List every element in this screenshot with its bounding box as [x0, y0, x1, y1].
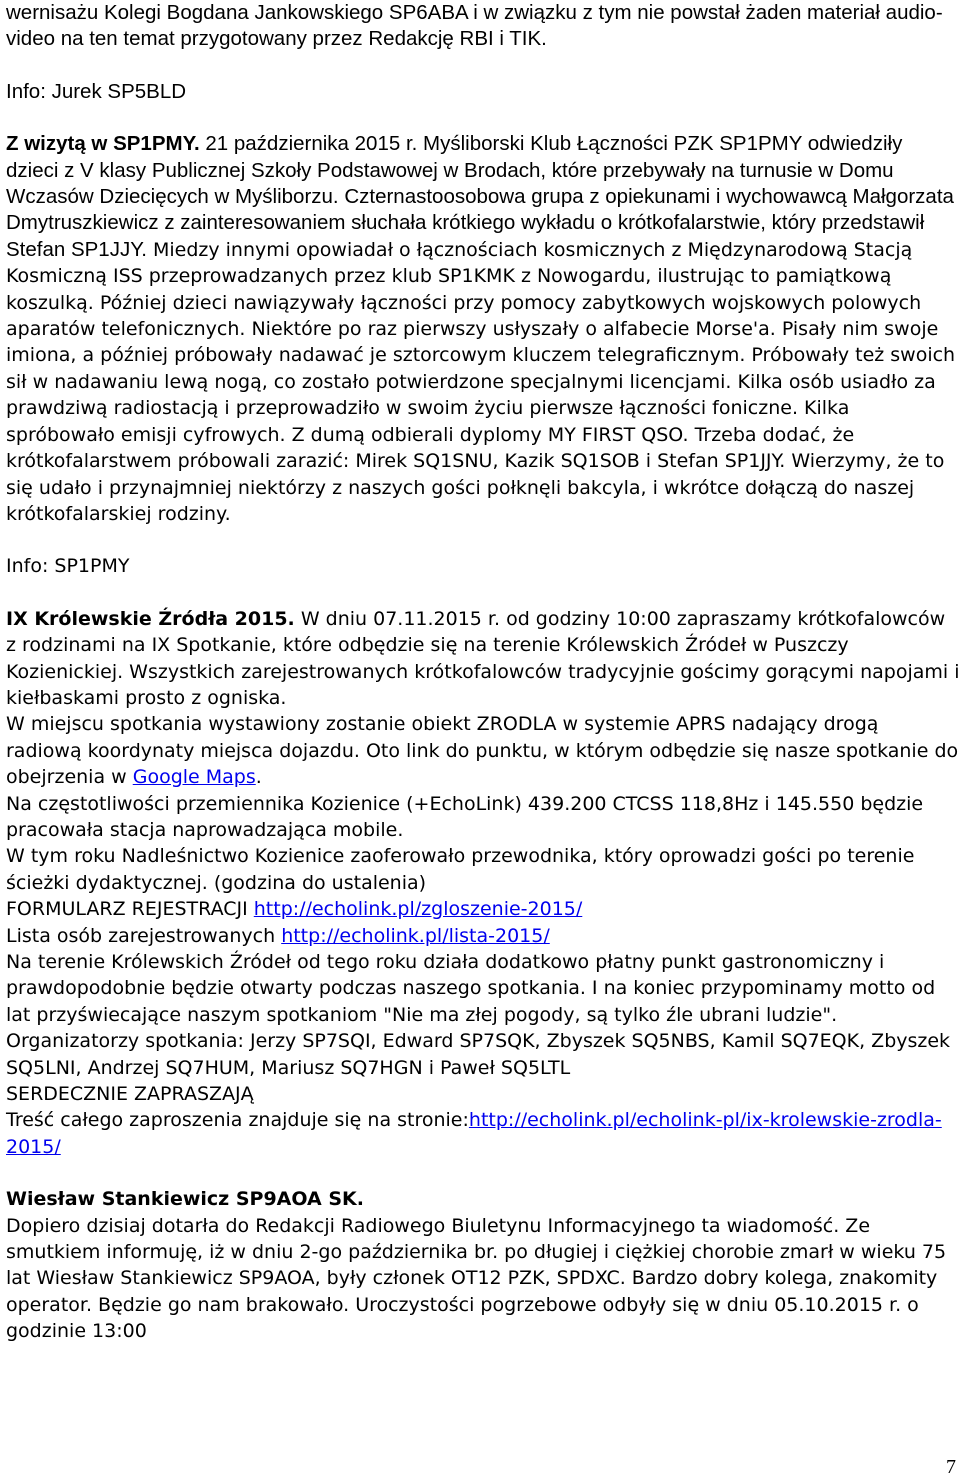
- registered-list-label: Lista osób zarejestrowanych: [6, 924, 282, 947]
- aprs-text-end: .: [255, 766, 262, 789]
- sk-paragraph: Dopiero dzisiaj dotarła do Redakcji Radiowego Biuletynu Informacyjnego ta wiadomość. Ze smutkiem informuję, iż w dniu 2-go października br. po długiej i ciężkiej chorobie zmarł w wieku 75 lat Wiesław Stankiewicz SP9AOA, były członek OT12 PZK, SPDXC. Bardzo dobry kolega, znakomity operator. Będzie go nam brakowało. Uroczystości pogrzebowe odbyły się w dniu 05.10.2015 r. o godzinie 13:00: [6, 1214, 947, 1343]
- spacer: [6, 527, 960, 553]
- registration-form-line: [6, 896, 960, 922]
- aprs-text: W miejscu spotkania wystawiony zostanie obiekt ZRODLA w systemie APRS nadający drogą radiową koordynaty miejsca dojazdu. Oto link do punktu, w którym odbędzie się nasze spotkanie do obejrzenia w: [6, 713, 959, 789]
- full-invitation-label: Treść całego zaproszenia znajduje się na stronie:: [6, 1109, 469, 1132]
- page-number: 7: [946, 1456, 956, 1478]
- spacer: [6, 105, 960, 131]
- spacer: [6, 1160, 960, 1186]
- krolewskie-gastronomy: Na terenie Królewskich Źródeł od tego roku działa dodatkowo płatny punkt gastronomiczny i prawdopodobnie będzie otwarty podczas naszego spotkania. I na koniec przypominamy motto od lat przyświecające naszym spotkaniom "Nie ma złej pogody, są tylko źle ubrani ludzie".: [6, 951, 936, 1026]
- intro-paragraph: wernisażu Kolegi Bogdana Jankowskiego SP6ABA i w związku z tym nie powstał żaden materiał audio-video na ten temat przygotowany przez Redakcję RBI i TIK.: [6, 1, 943, 51]
- full-invitation-link[interactable]: http://echolink.pl/echolink-pl/ix-krolewskie-zrodla-2015/: [6, 1109, 942, 1158]
- krolewskie-aprs: [6, 711, 960, 790]
- visit-lead: 21 października 2015 r. Myśliborski Klub Łączności PZK SP1PMY odwiedziły dzieci z V klasy Publicznej Szkoły Podstawowej w Brodach, które przebywały na turnusie w Domu Wczasów Dziecięcych w Myśliborzu. Czternastoosobowa grupa z opiekunami i wychowawcą Małgorzata Dmytruszkiewicz z zainteresowaniem słuchała krótkiego wykładu o krótkofalarstwie, który przedstawił Stefan SP1JJY.: [6, 132, 954, 261]
- visit-article: [6, 131, 960, 527]
- registered-list-line: [6, 923, 960, 949]
- registered-list-link[interactable]: http://echolink.pl/lista-2015/: [281, 924, 550, 947]
- krolewskie-frequency: Na częstotliwości przemiennika Kozienice (+EchoLink) 439.200 CTCSS 118,8Hz i 145.550 będzie pracowała stacja naprowadzająca mobile.: [6, 792, 924, 841]
- visit-body: Miedzy innymi opowiadał o łącznościach kosmicznych z Międzynarodową Stacją Kosmiczną ISS przeprowadzanych przez klub SP1KMK z Nowogardu, ilustrując to pamiątkową koszulką. Później dzieci nawiązywały łączności przy pomocy zabytkowych wojskowych polowych aparatów telefonicznych. Niektóre po raz pierwszy usłyszały o alfabecie Morse'a. Pisały nim swoje imiona, a później próbowały nadawać je sztorcowym kluczem telegraficznym. Próbowały też swoich sił w nadawaniu lewą nogą, co zostało potwierdzone specjalnymi licencjami. Kilka osób usiadło za prawdziwą radiostacją i przeprowadziło w swoim życiu pierwsze łączności foniczne. Kilka spróbowało emisji cyfrowych. Z dumą odbierali dyplomy MY FIRST QSO. Trzeba dodać, że krótkofalarstwem próbowali zarazić: Mirek SQ1SNU, Kazik SQ1SOB i Stefan SP1JJY. Wierzymy, że to się udało i przynajmniej niektórzy z naszych gości połknęli bakcyla, i wkrótce dołączą do naszej krótkofalarskiej rodziny.: [6, 238, 956, 525]
- krolewskie-organizers: Organizatorzy spotkania: Jerzy SP7SQI, Edward SP7SQK, Zbyszek SQ5NBS, Kamil SQ7EQK, Zbyszek SQ5LNI, Andrzej SQ7HUM, Mariusz SQ7HGN i Paweł SQ5LTL: [6, 1030, 951, 1079]
- full-invitation-line: [6, 1107, 960, 1160]
- krolewskie-invite: SERDECZNIE ZAPRASZAJĄ: [6, 1083, 254, 1106]
- sk-heading: Wiesław Stankiewicz SP9AOA SK.: [6, 1188, 364, 1211]
- krolewskie-p1: W dniu 07.11.2015 r. od godziny 10:00 zapraszamy krótkofalowców z rodzinami na IX Spotkanie, które odbędzie się na terenie Królewskich Źródeł w Puszczy Kozienickiej. Wszystkich zarejestrowanych krótkofalowców tradycyjnie gościmy gorącymi napojami i kiełbaskami prosto z ogniska.: [6, 607, 960, 709]
- krolewskie-intro: [6, 606, 960, 712]
- visit-info: Info: SP1PMY: [6, 555, 130, 578]
- registration-form-link[interactable]: http://echolink.pl/zgloszenie-2015/: [253, 898, 583, 921]
- google-maps-link[interactable]: Google Maps: [132, 766, 256, 789]
- intro-info: Info: Jurek SP5BLD: [6, 79, 187, 103]
- krolewskie-guide: W tym roku Nadleśnictwo Kozienice zaoferowało przewodnika, który oprowadzi gości po terenie ścieżki dydaktycznej. (godzina do ustalenia): [6, 845, 915, 894]
- spacer: [6, 580, 960, 606]
- krolewskie-heading: IX Królewskie Źródła 2015.: [6, 607, 295, 630]
- visit-heading: Z wizytą w SP1PMY.: [6, 132, 200, 156]
- spacer: [6, 53, 960, 79]
- registration-form-label: FORMULARZ REJESTRACJI: [6, 898, 254, 921]
- document-page: [6, 0, 960, 1345]
